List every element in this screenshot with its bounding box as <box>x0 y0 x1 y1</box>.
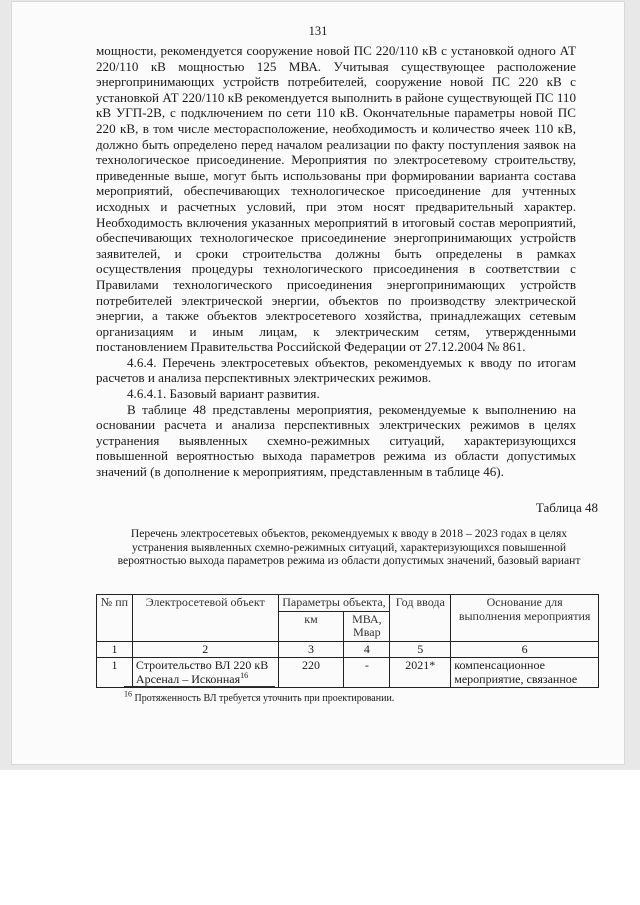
header-object: Электросетевой объект <box>132 595 278 642</box>
footnote-separator <box>124 686 275 687</box>
footnote <box>124 689 594 704</box>
header-mva: МВА, Мвар <box>344 611 390 641</box>
table-header-row <box>97 595 599 612</box>
header-basis: Основание для выполнения мероприятия <box>451 595 599 642</box>
header-year: Год ввода <box>390 595 451 642</box>
column-number-row <box>97 641 599 658</box>
objects-table <box>96 594 599 688</box>
table-caption: Перечень электросетевых объектов, рекомендуемых к вводу в 2018 – 2023 годах в целях устранения выявленных схемно-режимных ситуаций, характеризующихся повышенной вероятностью выхода параметров режима из области допустимых значений, базовый вариант <box>117 527 581 568</box>
footnote-ref: 16 <box>240 670 249 680</box>
page-number: 131 <box>308 24 328 38</box>
cell-object-text: Строительство ВЛ 220 кВ Арсенал – Исконная <box>135 658 269 686</box>
footnote-mark: 16 <box>124 689 132 699</box>
column-number: 1 <box>97 641 133 658</box>
header-num: № пп <box>97 595 133 642</box>
section-heading-4-6-4: 4.6.4. Перечень электросетевых объектов, рекомендуемых к вводу по итогам расчетов и анализа перспективных электрических режимов. <box>96 354 576 386</box>
cell-object <box>132 658 278 688</box>
column-number: 2 <box>132 641 278 658</box>
column-number: 3 <box>278 641 344 658</box>
column-number: 4 <box>344 641 390 658</box>
cell-year: 2021* <box>390 658 451 688</box>
paragraph-continuation: мощности, рекомендуется сооружение новой ПС 220/110 кВ с установкой одного АТ 220/110 кВ мощностью 125 МВА. Учитывая существующее расположение энергопринимающих устройств потребителей, сооружение новой ПС 220 кВ с установкой АТ 220/110 кВ рекомендуется выполнить в районе существующей ПС 110 кВ УГП-2В, с подключением по сети 110 кВ. Окончательные параметры новой ПС 220 кВ, в том числе месторасположение, необходимость и количество ячеек 110 кВ, должно быть определено перед началом реализации по факту поступления заявок на технологическое присоединение. Мероприятия по электросетевому строительству, приведенные выше, могут быть использованы при формировании варианта состава мероприятий, обеспечивающих технологическое присоединение для учтенных исходных и расчетных условий, при этом носят предварительный характер. Необходимость включения указанных мероприятий в итоговый состав мероприятий, обеспечивающих технологическое присоединение энергопринимающих устройств заявителей, и сроки строительства должны быть определены в рамках осуществления процедуры технологического присоединения в соответствии с Правилами технологического присоединения энергопринимающих устройств потребителей электрической энергии, объектов по производству электрической энергии, а также объектов электросетевого хозяйства, принадлежащих сетевым организациям и иным лицам, к электрическим сетям, утвержденными постановлением Правительства Российской Федерации от 27.12.2004 № 861. <box>96 43 576 355</box>
section-heading-4-6-4-1: 4.6.4.1. Базовый вариант развития. <box>127 386 320 402</box>
body-text <box>96 43 576 480</box>
header-km: км <box>278 611 344 641</box>
cell-num: 1 <box>97 658 133 688</box>
column-number: 6 <box>451 641 599 658</box>
paragraph-table-intro: В таблице 48 представлены мероприятия, рекомендуемые к выполнению на основании расчета и анализа перспективных электрических режимов в целях устранения выявленных схемно-режимных ситуаций, характеризующихся повышенной вероятностью выхода параметров режима из области допустимых значений (в дополнение к мероприятиям, представленным в таблице 46). <box>96 401 576 480</box>
column-number: 5 <box>390 641 451 658</box>
table-label: Таблица 48 <box>535 500 598 515</box>
cell-basis: компенсационное мероприятие, связанное <box>451 658 599 688</box>
cell-km: 220 <box>278 658 344 688</box>
table-row <box>97 658 599 688</box>
header-params: Параметры объекта, <box>278 595 390 612</box>
cell-mva: - <box>344 658 390 688</box>
footnote-text: Протяженность ВЛ требуется уточнить при проектировании. <box>132 693 395 704</box>
